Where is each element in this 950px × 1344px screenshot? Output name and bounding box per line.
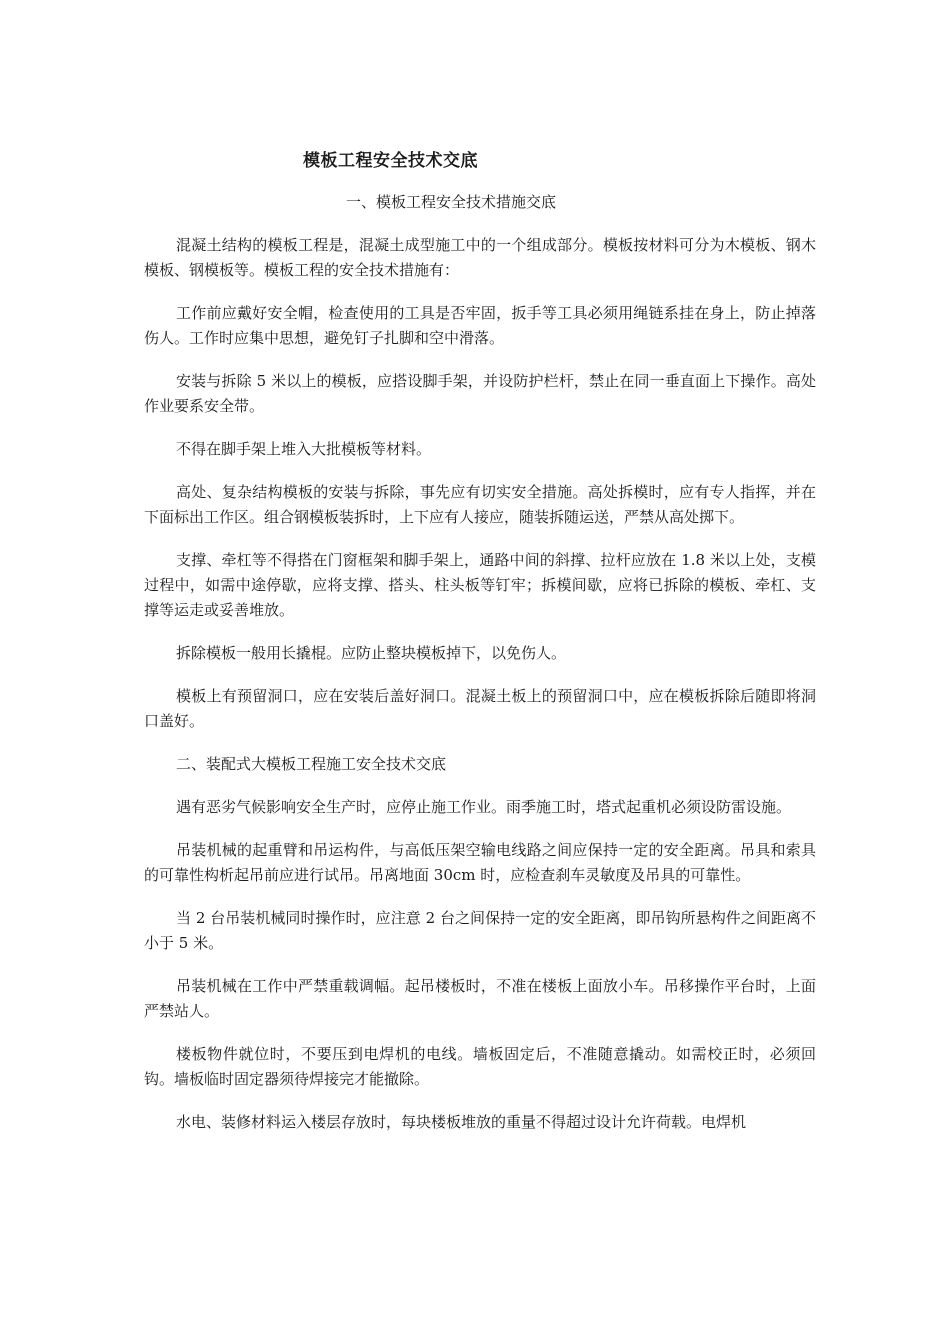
paragraph-no-stacking: 不得在脚手架上堆入大批模板等材料。 <box>176 440 432 458</box>
section-heading-measures: 一、模板工程安全技术措施交底 <box>346 193 557 211</box>
paragraph-positioning-welding: 楼板物件就位时，不要压到电焊机的电线。墙板固定后，不准随意撬动。如需校正时，必须回钩。墙板临时固定器须待焊接完才能撤除。 <box>144 1045 816 1088</box>
paragraph-material-storage: 水电、装修材料运入楼层存放时，每块楼板堆放的重量不得超过设计允许荷载。电焊机 <box>176 1113 747 1131</box>
document-body <box>144 233 816 1153</box>
paragraph-supports-bracing: 支撑、牵杠等不得搭在门窗框架和脚手架上，通路中间的斜撑、拉杆应放在 1.8 米以上处，支模过程中，如需中途停歇，应将支撑、搭头、柱头板等钉牢；拆模间歇，应将已拆除的模板、牵杠、支撑等运走或妥善堆放。 <box>144 551 816 619</box>
paragraph-crowbar-removal: 拆除模板一般用长撬棍。应防止整块模板掉下，以免伤人。 <box>176 644 567 662</box>
paragraph-crane-distance: 吊装机械的起重臂和吊运构件，与高低压架空输电线路之间应保持一定的安全距离。吊具和索具的可靠性构析起吊前应进行试吊。吊离地面 30cm 时，应检查刹车灵敏度及吊具的可靠性。 <box>144 841 816 884</box>
paragraph-no-heavy-luffing: 吊装机械在工作中严禁重载调幅。起吊楼板时，不准在楼板上面放小车。吊移操作平台时，上面严禁站人。 <box>144 977 816 1020</box>
paragraph-reserved-openings: 模板上有预留洞口，应在安装后盖好洞口。混凝土板上的预留洞口中，应在模板拆除后随即将洞口盖好。 <box>144 687 816 730</box>
paragraph-high-complex-install: 高处、复杂结构模板的安装与拆除，事先应有切实安全措施。高处拆模时，应有专人指挥，并在下面标出工作区。组合钢模板装拆时，上下应有人接应，随装拆随运送，严禁从高处掷下。 <box>144 483 816 526</box>
paragraph-helmet-tools: 工作前应戴好安全帽，检查使用的工具是否牢固，扳手等工具必须用绳链系挂在身上，防止掉落伤人。工作时应集中思想，避免钉子扎脚和空中滑落。 <box>144 304 816 347</box>
section-heading-prefab-formwork: 二、装配式大模板工程施工安全技术交底 <box>176 755 447 773</box>
paragraph-scaffold-guardrail: 安装与拆除 5 米以上的模板，应搭设脚手架，并设防护栏杆，禁止在同一垂直面上下操作。高处作业要系安全带。 <box>144 372 816 415</box>
paragraph-bad-weather: 遇有恶劣气候影响安全生产时，应停止施工作业。雨季施工时，塔式起重机必须设防雷设施。 <box>176 798 792 816</box>
paragraph-two-cranes: 当 2 台吊装机械同时操作时，应注意 2 台之间保持一定的安全距离，即吊钩所悬构件之间距离不小于 5 米。 <box>144 909 816 952</box>
paragraph-intro: 混凝土结构的模板工程是，混凝土成型施工中的一个组成部分。模板按材料可分为木模板、钢木模板、钢模板等。模板工程的安全技术措施有： <box>144 236 816 279</box>
document-title: 模板工程安全技术交底 <box>303 151 478 171</box>
